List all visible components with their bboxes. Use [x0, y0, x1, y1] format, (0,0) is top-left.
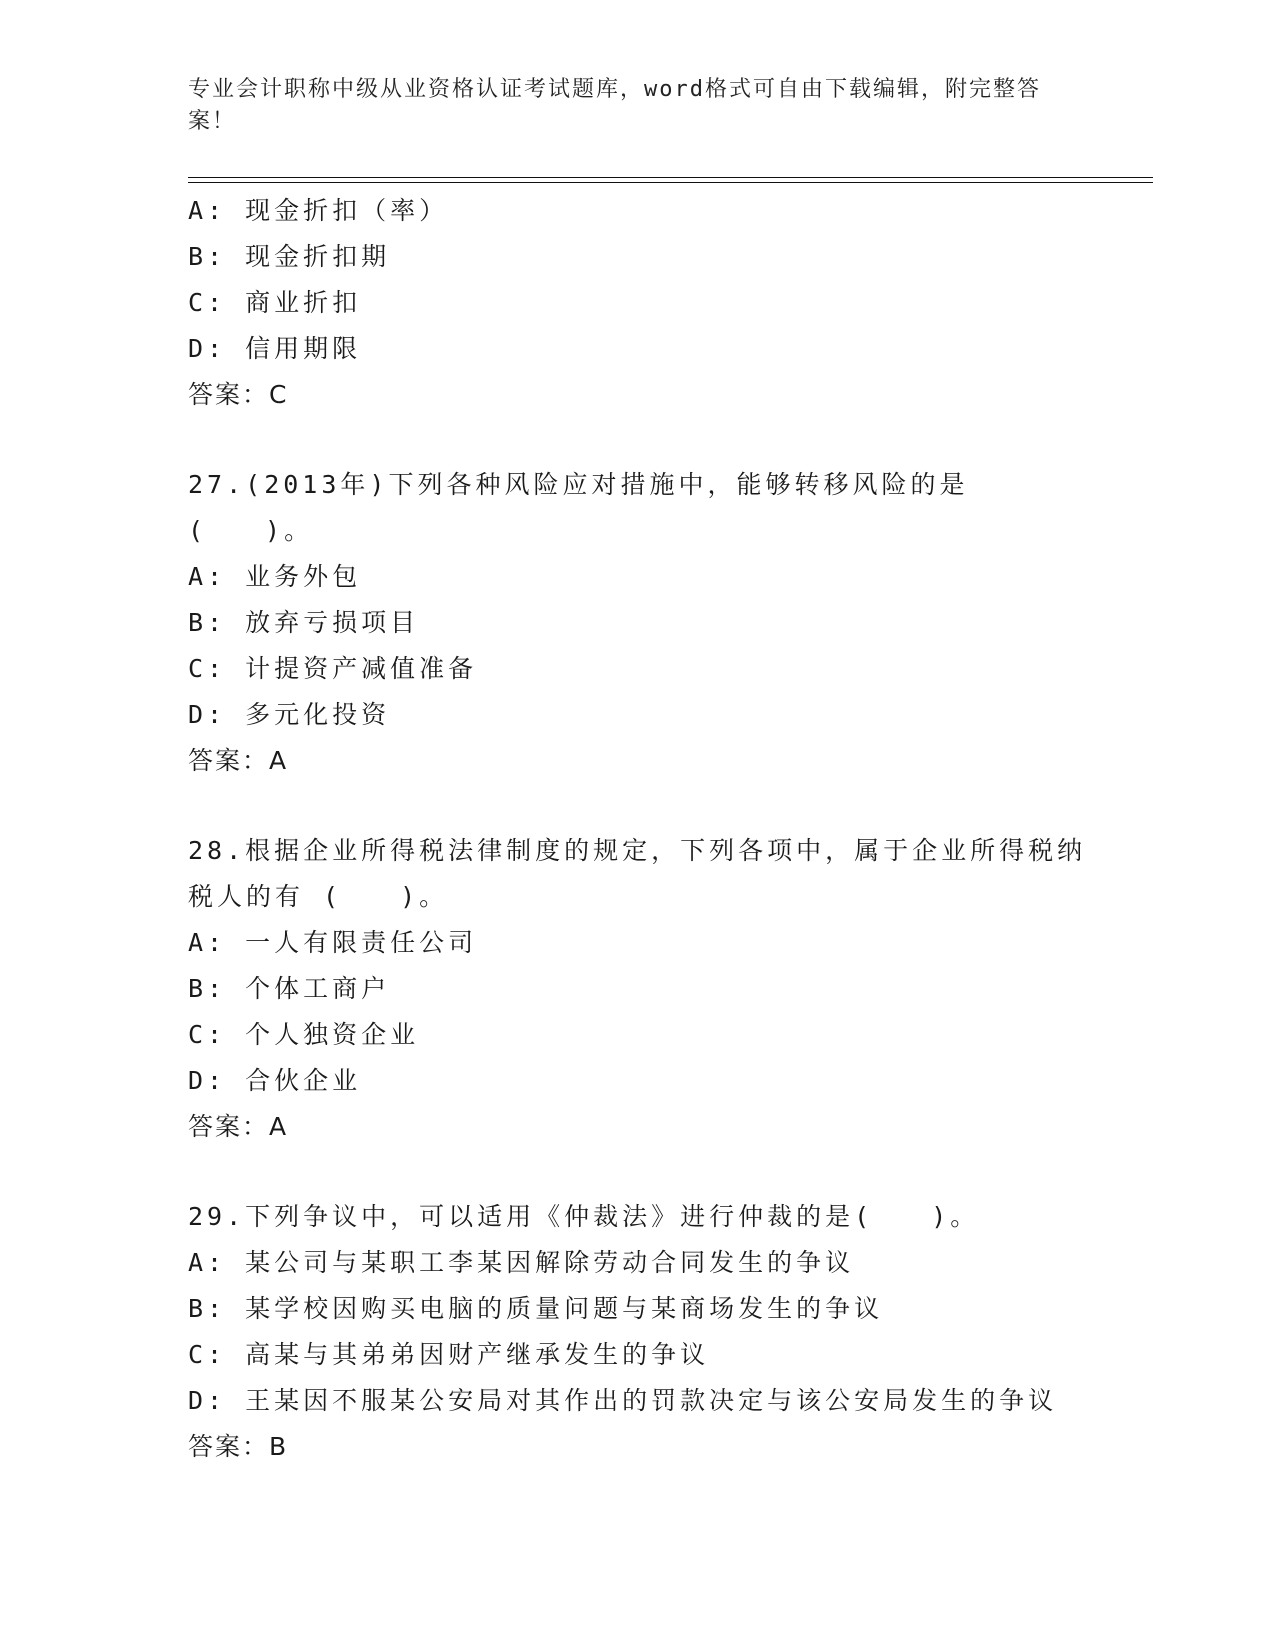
question-block-27 — [188, 462, 1148, 784]
question-list — [188, 188, 1148, 1470]
option-b: B: 个体工商户 — [188, 974, 391, 1003]
option-c: C: 计提资产减值准备 — [188, 654, 478, 683]
option-b: B: 放弃亏损项目 — [188, 608, 420, 637]
option-d: D: 多元化投资 — [188, 700, 391, 729]
option-b: B: 某学校因购买电脑的质量问题与某商场发生的争议 — [188, 1294, 884, 1323]
question-stem: 28.根据企业所得税法律制度的规定，下列各项中，属于企业所得税纳税人的有 ( )。 — [188, 836, 1087, 911]
spacer — [188, 784, 1148, 828]
answer-line: 答案：A — [188, 1112, 289, 1141]
page-header: 专业会计职称中级从业资格认证考试题库，word格式可自由下载编辑，附完整答案！ — [188, 77, 1041, 134]
spacer — [188, 418, 1148, 462]
answer-line: 答案：C — [188, 380, 289, 409]
header-rule-bottom — [188, 182, 1153, 183]
option-c: C: 商业折扣 — [188, 288, 362, 317]
question-stem: 29.下列争议中，可以适用《仲裁法》进行仲裁的是( )。 — [188, 1202, 980, 1231]
question-block-28 — [188, 828, 1148, 1150]
option-a: A: 某公司与某职工李某因解除劳动合同发生的争议 — [188, 1248, 855, 1277]
answer-line: 答案：A — [188, 746, 289, 775]
spacer — [188, 1150, 1148, 1194]
question-block-prev — [188, 188, 1148, 418]
header-rule-top — [188, 177, 1153, 178]
option-d: D: 合伙企业 — [188, 1066, 362, 1095]
option-a: A: 现金折扣（率） — [188, 196, 449, 225]
question-stem: 27.(2013年)下列各种风险应对措施中，能够转移风险的是( )。 — [188, 470, 969, 545]
option-d: D: 信用期限 — [188, 334, 362, 363]
option-c: C: 个人独资企业 — [188, 1020, 420, 1049]
question-block-29 — [188, 1194, 1148, 1470]
option-b: B: 现金折扣期 — [188, 242, 391, 271]
option-c: C: 高某与其弟弟因财产继承发生的争议 — [188, 1340, 710, 1369]
option-a: A: 业务外包 — [188, 562, 362, 591]
option-a: A: 一人有限责任公司 — [188, 928, 478, 957]
option-d: D: 王某因不服某公安局对其作出的罚款决定与该公安局发生的争议 — [188, 1386, 1058, 1415]
answer-line: 答案：B — [188, 1432, 289, 1461]
